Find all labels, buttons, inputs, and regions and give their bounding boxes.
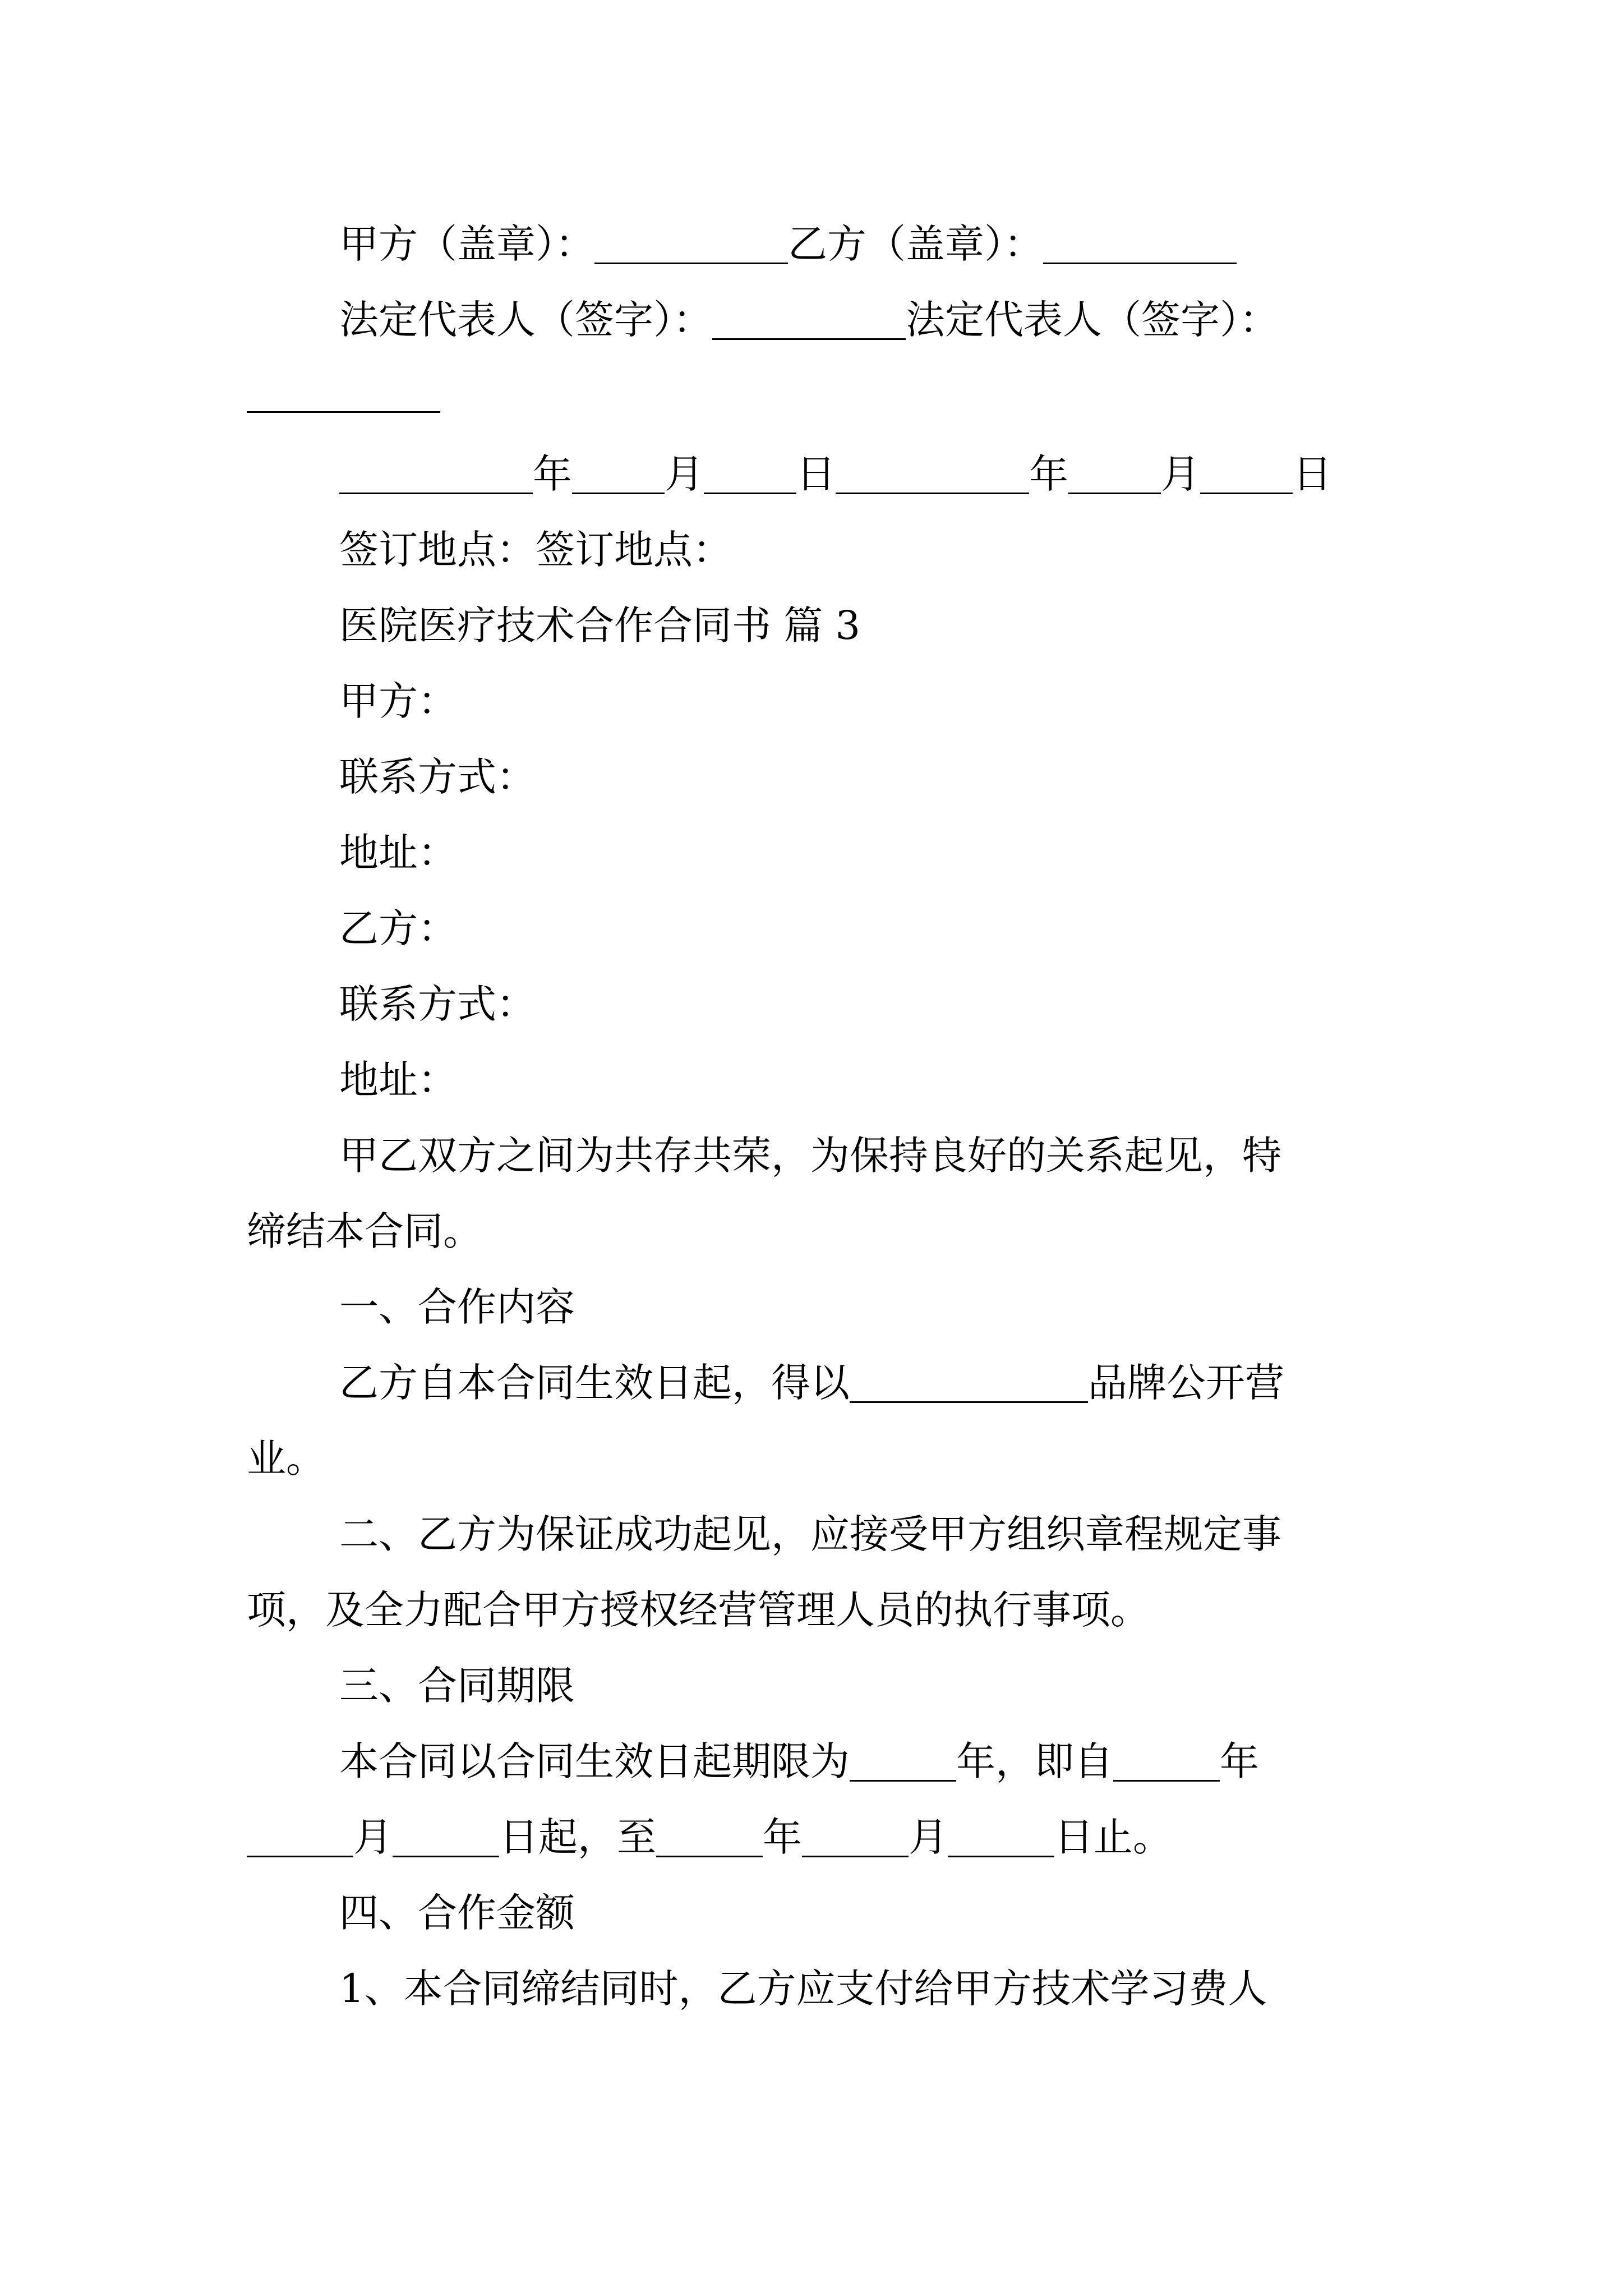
- date-day-blank-b: [1200, 453, 1293, 494]
- clause-2-line-2: 项，及全力配合甲方授权经营管理人员的执行事项。: [247, 1587, 1150, 1633]
- party-a-contact-label: 联系方式：: [339, 754, 536, 800]
- party-b-seal-blank: [1043, 223, 1237, 264]
- clause-1-text-line-2: 业。: [247, 1435, 325, 1481]
- brand-blank: [850, 1362, 1088, 1403]
- section-title: 医院医疗技术合作合同书 篇 3: [339, 602, 861, 648]
- start-month-label: 月: [353, 1814, 393, 1860]
- signing-place-line: 签订地点：签订地点：: [339, 527, 732, 573]
- representative-blank-line: [247, 367, 440, 418]
- party-a-representative-blank: [712, 299, 906, 340]
- end-day-label: 日止。: [1054, 1814, 1172, 1860]
- term-text-a: 本合同以合同生效日起期限为: [339, 1738, 850, 1784]
- start-day-blank: [393, 1816, 499, 1857]
- party-a-representative-label: 法定代表人（签字）：: [339, 297, 712, 343]
- date-year-blank-b: [836, 453, 1029, 494]
- date-day-a: 日: [796, 451, 836, 497]
- term-text-c: 年: [1220, 1738, 1259, 1784]
- clause-3-text-line-1: [339, 1736, 1259, 1787]
- end-year-blank: [656, 1816, 763, 1857]
- party-b-representative-blank: [247, 372, 440, 413]
- start-year-blank: [1113, 1741, 1220, 1782]
- end-day-blank: [948, 1816, 1054, 1857]
- clause-3-heading: 三、合同期限: [339, 1663, 575, 1709]
- party-a-seal-label: 甲方（盖章）：: [339, 221, 594, 267]
- clause-1-text-b: 品牌公开营: [1088, 1360, 1284, 1406]
- start-day-label: 日起，至: [499, 1814, 656, 1860]
- date-year-a: 年: [533, 451, 572, 497]
- date-month-a: 月: [665, 451, 704, 497]
- party-a-address-label: 地址：: [339, 830, 457, 876]
- party-b-representative-label: 法定代表人（签字）：: [906, 297, 1279, 343]
- end-month-blank: [802, 1816, 909, 1857]
- date-month-b: 月: [1161, 451, 1200, 497]
- date-line: [339, 449, 1332, 499]
- start-month-blank: [247, 1816, 353, 1857]
- date-month-blank-b: [1068, 453, 1161, 494]
- clause-1-text-a: 乙方自本合同生效日起，得以: [339, 1360, 850, 1406]
- clause-2-line-1: 二、乙方为保证成功起见，应接受甲方组织章程规定事: [339, 1511, 1281, 1557]
- date-year-blank-a: [339, 453, 533, 494]
- party-b-address-label: 地址：: [339, 1057, 457, 1103]
- party-a-seal-blank: [594, 223, 788, 264]
- term-text-b: 年，即自: [956, 1738, 1113, 1784]
- end-year-label: 年: [763, 1814, 802, 1860]
- end-month-label: 月: [909, 1814, 948, 1860]
- date-year-b: 年: [1029, 451, 1068, 497]
- preamble-line-1: 甲乙双方之间为共存共荣，为保持良好的关系起见，特: [339, 1133, 1281, 1179]
- seal-line: [339, 219, 1237, 269]
- party-b-contact-label: 联系方式：: [339, 981, 536, 1027]
- clause-3-text-line-2: [247, 1812, 1172, 1862]
- representative-line: [339, 295, 1279, 345]
- date-month-blank-a: [572, 453, 665, 494]
- date-day-b: 日: [1293, 451, 1332, 497]
- preamble-line-2: 缔结本合同。: [247, 1208, 482, 1254]
- clause-1-heading: 一、合作内容: [339, 1284, 575, 1330]
- clause-4-item-1: 1、本合同缔结同时，乙方应支付给甲方技术学习费人: [339, 1966, 1267, 2012]
- date-day-blank-a: [704, 453, 796, 494]
- party-a-label: 甲方：: [339, 678, 457, 724]
- clause-4-heading: 四、合作金额: [339, 1890, 575, 1936]
- party-b-label: 乙方：: [339, 905, 457, 951]
- party-b-seal-label: 乙方（盖章）：: [788, 221, 1043, 267]
- clause-1-text-line-1: [339, 1358, 1284, 1408]
- term-years-blank: [850, 1741, 956, 1782]
